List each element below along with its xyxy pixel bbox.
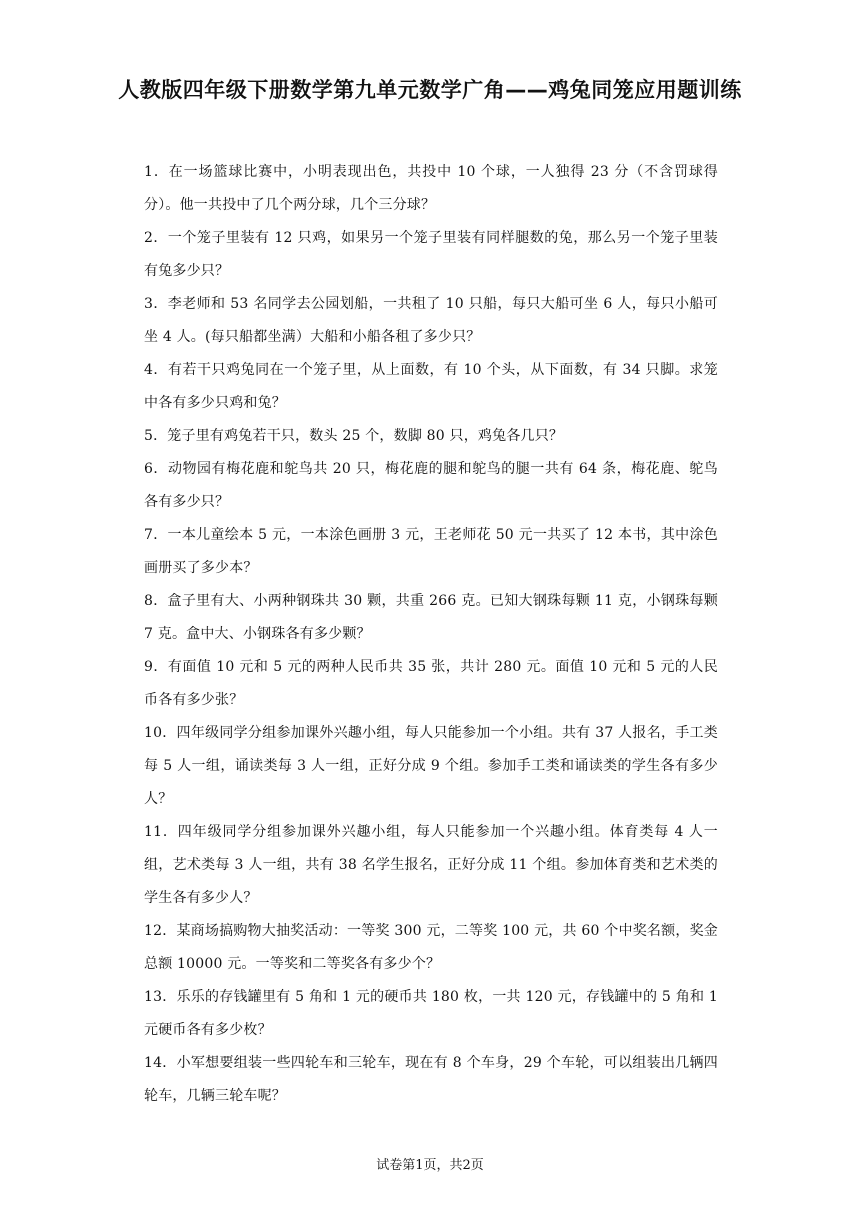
question-item: 5．笼子里有鸡兔若干只，数头 25 个，数脚 80 只，鸡兔各几只？: [144, 428, 564, 444]
question-item: 1．在一场篮球比赛中，小明表现出色，共投中 10 个球，一人独得 23 分（不含罚球得分）。他一共投中了几个两分球，几个三分球？: [144, 164, 718, 213]
question-item: 10．四年级同学分组参加课外兴趣小组，每人只能参加一个小组。共有 37 人报名，手工类每 5 人一组，诵读类每 3 人一组，正好分成 9 个组。参加手工类和诵读类的学生各有多少人？: [144, 725, 718, 807]
question-item: 3．李老师和 53 名同学去公园划船，一共租了 10 只船，每只大船可坐 6 人，每只小船可坐 4 人。(每只船都坐满）大船和小船各租了多少只？: [144, 296, 718, 345]
question-item: 14．小军想要组装一些四轮车和三轮车，现在有 8 个车身，29 个车轮，可以组装出几辆四轮车，几辆三轮车呢？: [144, 1055, 718, 1104]
page-title: 人教版四年级下册数学第九单元数学广角——鸡兔同笼应用题训练: [118, 78, 742, 102]
question-item: 11．四年级同学分组参加课外兴趣小组，每人只能参加一个兴趣小组。体育类每 4 人一组，艺术类每 3 人一组，共有 38 名学生报名，正好分成 11 个组。参加体育类和艺术类的学生各有多少人？: [144, 824, 718, 906]
question-item: 6．动物园有梅花鹿和鸵鸟共 20 只，梅花鹿的腿和鸵鸟的腿一共有 64 条，梅花鹿、鸵鸟各有多少只？: [144, 461, 718, 510]
question-item: 7．一本儿童绘本 5 元，一本涂色画册 3 元，王老师花 50 元一共买了 12 本书，其中涂色画册买了多少本？: [144, 527, 718, 576]
page-footer: 试卷第1页，共2页: [376, 1158, 484, 1173]
question-item: 4．有若干只鸡兔同在一个笼子里，从上面数，有 10 个头，从下面数，有 34 只脚。求笼中各有多少只鸡和兔？: [144, 362, 718, 411]
question-item: 9．有面值 10 元和 5 元的两种人民币共 35 张，共计 280 元。面值 10 元和 5 元的人民币各有多少张？: [144, 659, 718, 708]
question-item: 8．盒子里有大、小两种钢珠共 30 颗，共重 266 克。已知大钢珠每颗 11 克，小钢珠每颗 7 克。盒中大、小钢珠各有多少颗？: [144, 593, 718, 642]
question-item: 13．乐乐的存钱罐里有 5 角和 1 元的硬币共 180 枚，一共 120 元，存钱罐中的 5 角和 1 元硬币各有多少枚？: [144, 989, 718, 1038]
question-item: 2．一个笼子里装有 12 只鸡，如果另一个笼子里装有同样腿数的兔，那么另一个笼子里装有兔多少只？: [144, 230, 718, 279]
question-item: 12．某商场搞购物大抽奖活动：一等奖 300 元，二等奖 100 元，共 60 个中奖名额，奖金总额 10000 元。一等奖和二等奖各有多少个？: [144, 923, 718, 972]
question-list: [144, 156, 718, 1113]
